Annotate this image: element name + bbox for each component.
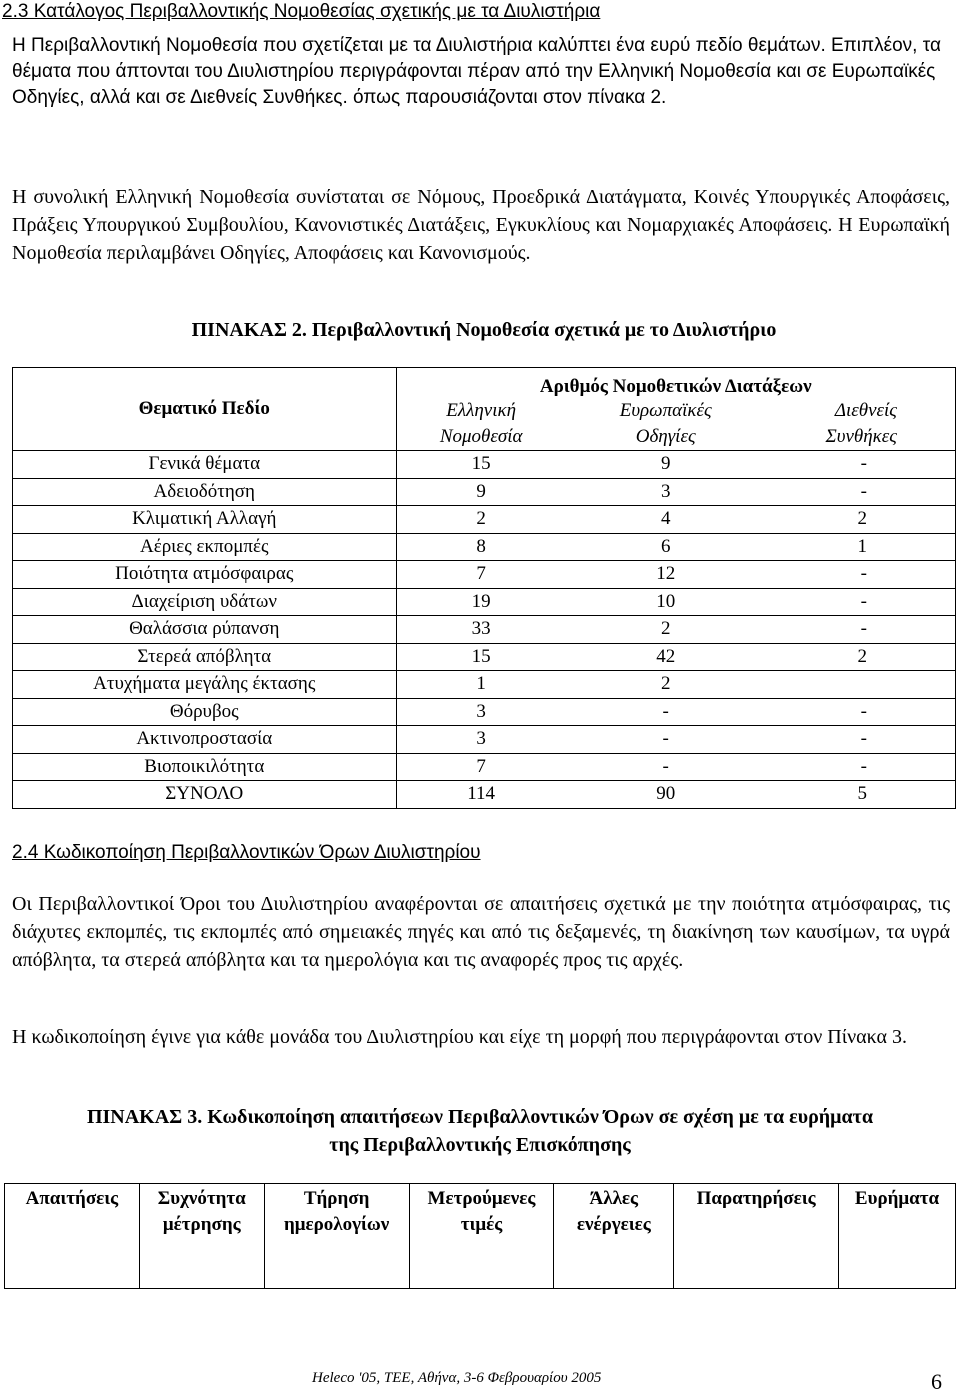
coding-table — [4, 1183, 956, 1289]
row-value: 6 — [566, 533, 766, 561]
row-value: 19 — [396, 588, 566, 616]
row-label: Διαχείριση υδάτων — [13, 588, 397, 616]
column-header: Απαιτήσεις — [5, 1184, 140, 1289]
row-value: 114 — [396, 781, 566, 809]
row-value: - — [766, 478, 956, 506]
row-value: 7 — [396, 561, 566, 589]
table-row — [13, 561, 956, 589]
column-header: Άλλες ενέργειες — [554, 1184, 674, 1289]
row-value: 9 — [566, 451, 766, 479]
table-row — [13, 533, 956, 561]
row-value: 15 — [396, 643, 566, 671]
row-label: Κλιματική Αλλαγή — [13, 506, 397, 534]
row-value: 5 — [766, 781, 956, 809]
table-row — [13, 506, 956, 534]
row-value: 2 — [566, 616, 766, 644]
group-header: Αριθμός Νομοθετικών Διατάξεων — [396, 368, 956, 399]
legislation-table — [12, 367, 956, 809]
row-value: 3 — [396, 698, 566, 726]
coding-paragraph: Η κωδικοποίηση έγινε για κάθε μονάδα του Διυλιστηρίου και είχε τη μορφή που περιγράφονται στον Πίνακα 3. — [12, 1026, 907, 1048]
table-row — [13, 588, 956, 616]
row-value: - — [766, 616, 956, 644]
row-label: Θαλάσσια ρύπανση — [13, 616, 397, 644]
row-value: 2 — [396, 506, 566, 534]
row-value: - — [766, 561, 956, 589]
row-value: - — [766, 753, 956, 781]
legislation-paragraph: Η συνολική Ελληνική Νομοθεσία συνίσταται σε Νόμους, Προεδρικά Διατάγματα, Κοινές Υπουργικές Αποφάσεις, Πράξεις Υπουργικού Συμβουλίου, Κανονιστικές Διατάξεις, Εγκυκλίους και Νομαρχιακές Αποφάσεις. Η Ευρωπαϊκή Νομοθεσία περιλαμβάνει Οδηγίες, Αποφάσεις και Κανονισμούς. — [12, 186, 950, 264]
table-row — [13, 726, 956, 754]
field-header: Θεματικό Πεδίο — [13, 368, 397, 451]
column-header: Διεθνείς Συνθήκες — [766, 398, 956, 451]
row-value: 4 — [566, 506, 766, 534]
row-label: Θόρυβος — [13, 698, 397, 726]
row-value: 3 — [396, 726, 566, 754]
intro-paragraph: Η Περιβαλλοντική Νομοθεσία που σχετίζεται με τα Διυλιστήρια καλύπτει ένα ευρύ πεδίο θεμάτων. Επιπλέον, τα θέματα που άπτονται του Διυλιστηρίου περιγράφονται πέραν από την Ελληνική Νομοθεσία και σε Ευρωπαϊκές Οδηγίες, αλλά και σε Διεθνείς Συνθήκες. όπως παρουσιάζονται στον πίνακα 2. — [12, 35, 941, 108]
row-value: 33 — [396, 616, 566, 644]
table-row — [13, 753, 956, 781]
column-header: Ευρωπαϊκές Οδηγίες — [566, 398, 766, 451]
row-value: 1 — [396, 671, 566, 699]
row-value: - — [766, 698, 956, 726]
table3-caption-label: ΠΙΝΑΚΑΣ 3. — [86, 1106, 203, 1128]
row-value: 2 — [766, 643, 956, 671]
table-row — [13, 671, 956, 699]
row-value: 2 — [766, 506, 956, 534]
row-value: 7 — [396, 753, 566, 781]
terms-paragraph: Οι Περιβαλλοντικοί Όροι του Διυλιστηρίου αναφέρονται σε απαιτήσεις σχετικά με την ποιότητα ατμόσφαιρας, τις διάχυτες εκπομπές, τις εκπομπές από σημειακές πηγές και από τις δεξαμενές, τη διακίνηση των καυσίμων, τα υγρά απόβλητα, τα στερεά απόβλητα και τα ημερολόγια και τις αναφορές προς τις αρχές. — [12, 893, 950, 971]
row-value: - — [566, 726, 766, 754]
row-label: Ποιότητα ατμόσφαιρας — [13, 561, 397, 589]
row-value — [766, 671, 956, 699]
row-value: 10 — [566, 588, 766, 616]
table-row — [13, 478, 956, 506]
table3-caption-line1: Κωδικοποίηση απαιτήσεων Περιβαλλοντικών Όρων σε σχέση με τα ευρήματα — [207, 1106, 874, 1128]
column-header: Τήρηση ημερολογίων — [264, 1184, 409, 1289]
row-value: 15 — [396, 451, 566, 479]
row-value: - — [566, 753, 766, 781]
row-value: 2 — [566, 671, 766, 699]
row-value: 9 — [396, 478, 566, 506]
column-header: Παρατηρήσεις — [674, 1184, 839, 1289]
table-row — [13, 781, 956, 809]
row-value: - — [566, 698, 766, 726]
row-label: Στερεά απόβλητα — [13, 643, 397, 671]
row-label: Βιοποικιλότητα — [13, 753, 397, 781]
table3-caption — [0, 1103, 960, 1159]
row-value: 90 — [566, 781, 766, 809]
row-label: Ατυχήματα μεγάλης έκτασης — [13, 671, 397, 699]
column-header: Ευρήματα — [839, 1184, 956, 1289]
row-value: 42 — [566, 643, 766, 671]
row-label: Αέριες εκπομπές — [13, 533, 397, 561]
row-value: 8 — [396, 533, 566, 561]
row-label: Αδειοδότηση — [13, 478, 397, 506]
table3-caption-line2: της Περιβαλλοντικής Επισκόπησης — [329, 1134, 631, 1156]
row-label: Ακτινοπροστασία — [13, 726, 397, 754]
table-row — [13, 698, 956, 726]
row-value: - — [766, 588, 956, 616]
column-header: Μετρούμενες τιμές — [409, 1184, 554, 1289]
row-value: - — [766, 451, 956, 479]
page-footer: Heleco '05, ΤΕΕ, Αθήνα, 3-6 Φεβρουαρίου 2005 — [312, 1370, 602, 1386]
column-header: Ελληνική Νομοθεσία — [396, 398, 566, 451]
table-header-row — [5, 1184, 956, 1289]
row-value: 1 — [766, 533, 956, 561]
section-heading: 2.3 Κατάλογος Περιβαλλοντικής Νομοθεσίας σχετικής με τα Διυλιστήρια — [2, 1, 601, 22]
table-row — [13, 643, 956, 671]
row-label: Γενικά θέματα — [13, 451, 397, 479]
row-value: 12 — [566, 561, 766, 589]
table2-caption-title: Περιβαλλοντική Νομοθεσία σχετικά με το Διυλιστήριο — [311, 319, 777, 341]
section-heading-2: 2.4 Κωδικοποίηση Περιβαλλοντικών Όρων Διυλιστηρίου — [12, 842, 481, 863]
page-number: 6 — [931, 1369, 942, 1394]
table-row — [13, 616, 956, 644]
row-value: - — [766, 726, 956, 754]
table2-caption-label: ΠΙΝΑΚΑΣ 2. — [191, 319, 307, 341]
table-row — [13, 451, 956, 479]
table2-caption — [0, 316, 960, 344]
row-label: ΣΥΝΟΛΟ — [13, 781, 397, 809]
column-header: Συχνότητα μέτρησης — [139, 1184, 264, 1289]
row-value: 3 — [566, 478, 766, 506]
